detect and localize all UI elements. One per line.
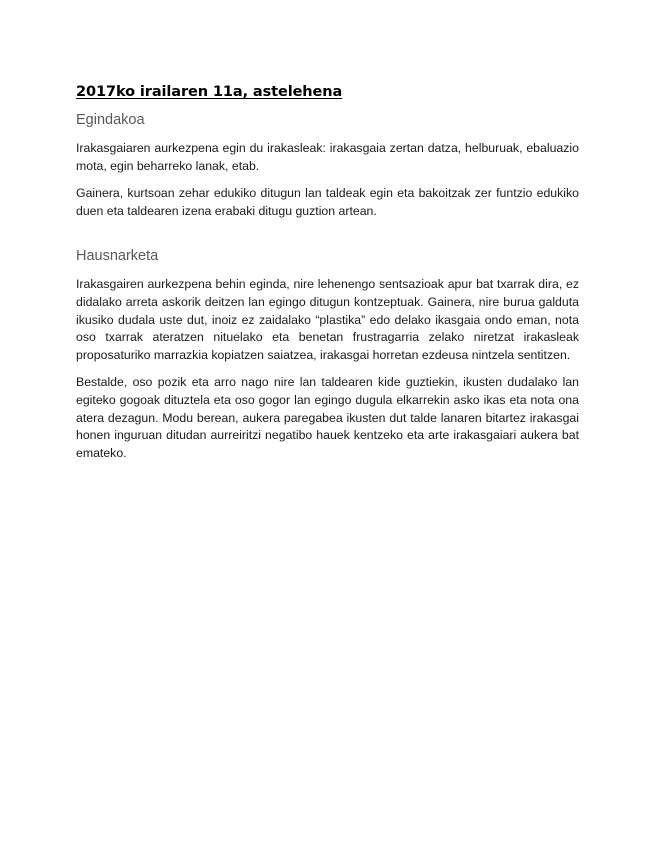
- paragraph: Bestalde, oso pozik eta arro nago nire lan taldearen kide guztiekin, ikusten dudalako lan egiteko gogoak dituztela eta oso gogor lan egingo dugula elkarrekin asko ikas eta nota ona atera dezagun. Modu berean, aukera paregabea ikusten dut talde lanaren bitartez irakasgai honen inguruan ditudan aurreiritzi negatibo hauek kentzeko eta arte irakasgaiari aukera bat emateko.: [76, 375, 579, 460]
- section-heading-hausnarketa: Hausnarketa: [76, 248, 159, 265]
- paragraph: Irakasgairen aurkezpena behin eginda, nire lehenengo sentsazioak apur bat txarrak dira, ez didalako arreta askorik deitzen lan egingo ditugun kontzeptuak. Gainera, nire burua galduta ikusiko dudala uste dut, inoiz ez zaidalako “plastika” edo delako ikasgaia ondo eman, nota oso txarrak ateratzen nituelako eta benetan frustragarria zelako niretzat irakasleak proposaturiko marrazkia kopiatzen saiatzea, irakasgai horretan ezdeusa nintzela sentitzen.: [76, 277, 579, 362]
- document-title: 2017ko irailaren 11a, astelehena: [76, 84, 343, 100]
- paragraph: Gainera, kurtsoan zehar edukiko ditugun lan taldeak egin eta bakoitzak zer funtzio edukiko duen eta taldearen izena erabaki ditugu guztion artean.: [76, 186, 579, 218]
- document-page: [76, 82, 579, 472]
- section-heading-egindakoa: Egindakoa: [76, 112, 145, 128]
- paragraph: Irakasgaiaren aurkezpena egin du irakasleak: irakasgaia zertan datza, helburuak, ebaluazio mota, egin beharreko lanak, etab.: [76, 141, 579, 173]
